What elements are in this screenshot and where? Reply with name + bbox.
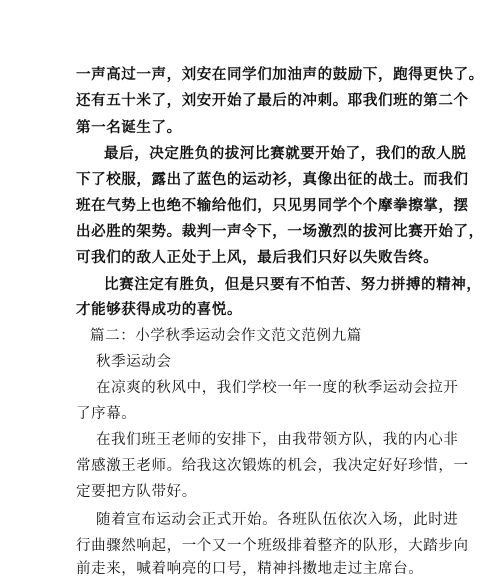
essay-title: 秋季运动会 <box>96 354 172 370</box>
text-line-16: 常感激王老师。给我这次锻炼的机会，我决定好好珍惜，一 <box>76 458 469 474</box>
text-line-10: 才能够获得成功的喜悦。 <box>76 301 243 318</box>
section-heading: 篇二：小学秋季运动会作文范文范例九篇 <box>90 328 362 344</box>
text-line-1: 一声高过一声，刘安在同学们加油声的鼓励下，跑得更快了。 <box>76 66 484 83</box>
text-line-20: 前走来，喊着响亮的口号，精神抖擞地走过主席台。 <box>76 561 424 577</box>
text-line-18: 随着宣布运动会正式开始。各班队伍依次入场，此时进 <box>96 512 459 528</box>
text-line-6: 班在气势上也绝不输给他们，只见男同学个个摩拳擦掌，摆 <box>76 197 469 214</box>
text-line-13: 在凉爽的秋风中，我们学校一年一度的秋季运动会拉开 <box>96 380 459 396</box>
text-line-9: 比赛注定有胜负，但是只要有不怕苦、努力拼搏的精神， <box>104 276 482 293</box>
text-line-15: 在我们班王老师的安排下，由我带领方队，我的内心非 <box>96 432 459 448</box>
text-line-3: 第一名诞生了。 <box>76 119 182 136</box>
text-line-19: 行曲骤然响起，一个又一个班级排着整齐的队形，大踏步向 <box>76 538 469 554</box>
text-line-14: 了序幕。 <box>76 406 137 422</box>
text-line-5: 下了校服，露出了蓝色的运动衫，真像出征的战士。而我们 <box>76 171 469 188</box>
text-line-8: 可我们的敌人正处于上风，最后我们只好以失败告终。 <box>76 249 439 266</box>
text-line-4: 最后，决定胜负的拔河比赛就要开始了，我们的敌人脱 <box>104 145 467 162</box>
text-line-2: 还有五十米了，刘安开始了最后的冲刺。耶我们班的第二个 <box>76 92 469 109</box>
text-line-7: 出必胜的架势。裁判一声令下，一场激烈的拔河比赛开始了， <box>76 223 484 240</box>
text-line-17: 定要把方队带好。 <box>76 484 197 500</box>
